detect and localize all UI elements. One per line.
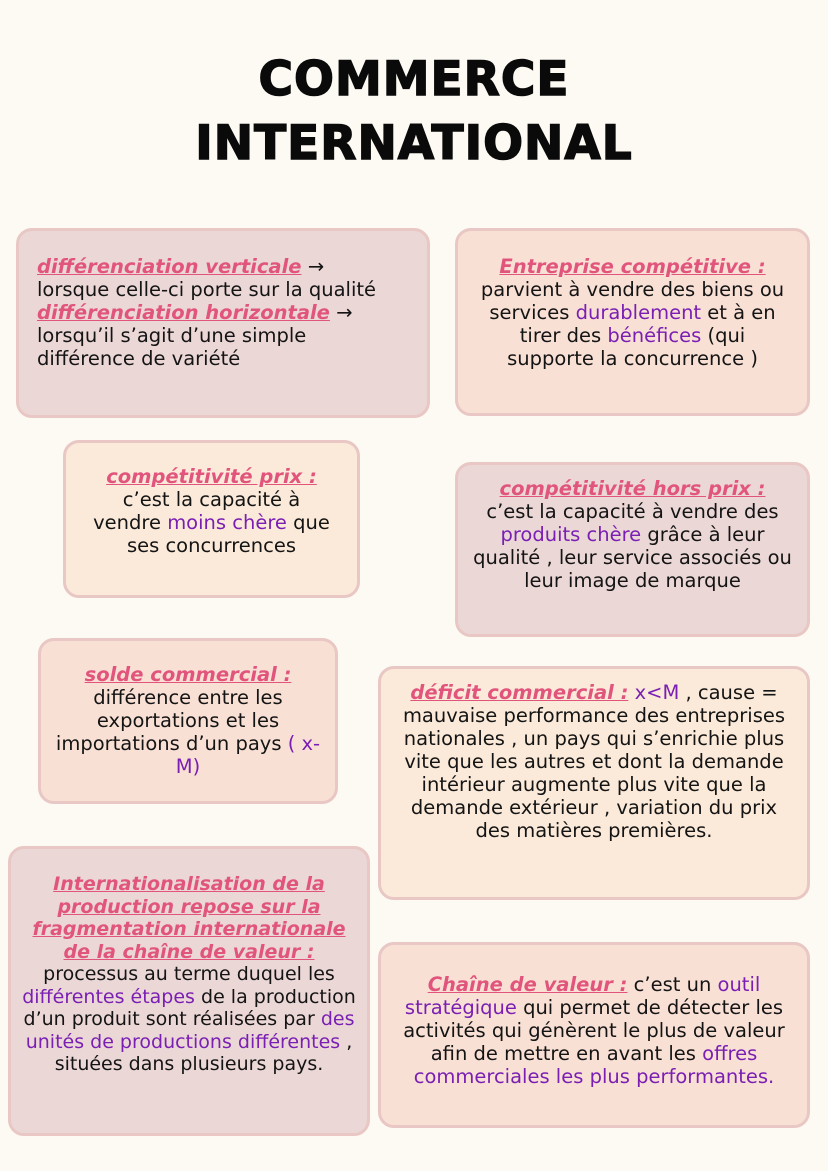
text-differenciation-verticale: lorsque celle-ci porte sur la qualité (37, 278, 377, 301)
arrow-right-icon: → (301, 255, 325, 278)
text-entreprise-2: et à en tirer des (519, 301, 776, 347)
card-differenciation (16, 228, 430, 418)
highlight-x-inf-m: x<M (628, 681, 680, 704)
arrow-right-icon: → (329, 301, 353, 324)
highlight-offres-commerciales: offres commerciales les plus performantes. (413, 1042, 775, 1088)
card-entreprise-competitive (455, 228, 810, 416)
card-competitivite-hors-prix (455, 462, 810, 637)
highlight-produits-chere: produits chère (500, 523, 642, 546)
text-prix-1: c’est la capacité à vendre (93, 488, 301, 534)
label-solde-commercial: solde commercial : (84, 663, 292, 686)
text-entreprise-3: (qui supporte la concurrence ) (507, 324, 758, 370)
title-line-1: COMMERCE (258, 52, 570, 107)
card-internationalisation (8, 846, 370, 1136)
highlight-moins-chere: moins chère (167, 511, 287, 534)
label-competitivite-prix: compétitivité prix : (106, 465, 317, 488)
text-internationalisation-1: processus au terme duquel les (43, 963, 335, 985)
card-chaine-de-valeur (378, 942, 810, 1128)
title-line-2: INTERNATIONAL (195, 116, 633, 171)
label-deficit-commercial: déficit commercial : (410, 681, 629, 704)
highlight-x-m: ( x-M) (175, 732, 321, 778)
text-differenciation-horizontale: lorsqu’il s’agit d’une simple différence de variété (37, 324, 307, 370)
text-internationalisation-3: , situées dans plusieurs pays. (54, 1030, 353, 1075)
label-competitivite-hors-prix: compétitivité hors prix : (499, 477, 766, 500)
text-hors-prix-2: grâce à leur qualité , leur service associés ou leur image de marque (473, 523, 792, 592)
text-prix-2: que ses concurrences (126, 511, 330, 557)
card-deficit-commercial (378, 666, 810, 900)
text-hors-prix-1: c’est la capacité à vendre des (486, 500, 779, 523)
label-differenciation-verticale: différenciation verticale (37, 255, 302, 278)
page-title (0, 48, 828, 176)
highlight-benefices: bénéfices (607, 324, 702, 347)
text-solde: différence entre les exportations et les importations d’un pays (55, 686, 288, 755)
text-internationalisation-2: de la production d’un produit sont réalisées par (23, 985, 356, 1030)
label-entreprise-competitive: Entreprise compétitive : (499, 255, 766, 278)
highlight-unites-productions: des unités de productions différentes (25, 1008, 355, 1053)
label-chaine-de-valeur: Chaîne de valeur : (427, 973, 628, 996)
text-entreprise-1: parvient à vendre des biens ou services (480, 278, 785, 324)
text-chaine-2: qui permet de détecter les activités qui génèrent le plus de valeur afin de mettre en avant les (403, 996, 785, 1065)
label-differenciation-horizontale: différenciation horizontale (37, 301, 330, 324)
highlight-durablement: durablement (575, 301, 702, 324)
label-internationalisation: Internationalisation de la production repose sur la fragmentation internationale de la chaîne de valeur : (32, 873, 346, 963)
highlight-differentes-etapes: différentes étapes (22, 985, 195, 1008)
card-solde-commercial (38, 638, 338, 804)
highlight-outil-strategique: outil stratégique (404, 973, 761, 1019)
card-competitivite-prix (63, 440, 360, 598)
text-deficit: , cause = mauvaise performance des entreprises nationales , un pays qui s’enrichie plus vite que les autres et dont la demande intérieur augmente plus vite que la demande extérieur , variation du prix des matières premières. (402, 681, 786, 842)
text-chaine-1: c’est un (627, 973, 718, 996)
